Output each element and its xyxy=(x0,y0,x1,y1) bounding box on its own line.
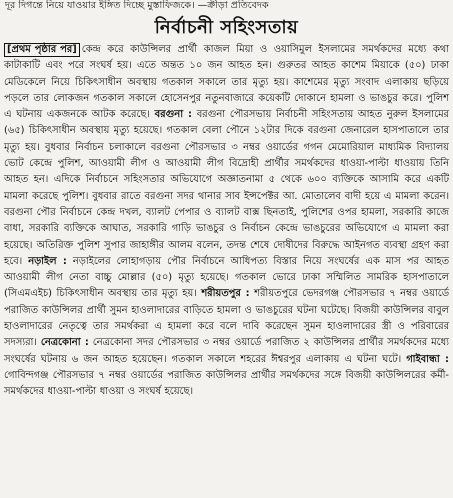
location-shariatpur: শরীয়তপুর : xyxy=(201,288,250,300)
location-barguna: বরগুনা : xyxy=(154,109,192,121)
paragraph-gaibandha: গোবিন্দগঞ্জ পৌরসভার ৭ নম্বর ওয়ার্ডের পরাজিত কাউন্সিলর প্রার্থীর সমর্থকদের সঙ্গে বিজয়ী কাউন্সিলরের কর্মী-সমর্থকদের ধাওয়া-পাল্টা ধাওয়া ও সংঘর্ষ হয়েছে। xyxy=(4,369,449,398)
paragraph-barguna: বরগুনা পৌরসভায় নির্বাচনী সহিংসতায় আহত নুরুল ইসলামের (৬৫) চিকিৎসাধীন অবস্থায় মৃত্যু হয়েছে। গতকাল বেলা পৌনে ১২টার দিকে বরগুনা জেনারেল হাসপাতালে তার মৃত্যু হয়। বুধবার নির্বাচন চলাকালে বরগুনা পৌরসভার ৩ নম্বর ওয়ার্ডের গগন মেমোরিয়াল মাধ্যমিক বিদ্যালয় ভোট কেন্দ্রে পুলিশ, আওয়ামী লীগ ও আওয়ামী লীগ বিদ্রোহী প্রার্থীর সমর্থকদের ধাওয়া-পাল্টা ধাওয়ায় তিনি আহত হন। এদিকে নির্বাচনে সহিংসতার অভিযোগে অজ্ঞাতনামা ৫ থেকে ৬০০ ব্যক্তিকে আসামি করে একটি মামলা করেছে পুলিশ। বুধবার রাতে বরগুনা সদর থানার সাব ইন্সপেক্টর আ. মোতালেব বাদী হয়ে এ মামলা করেন। বরগুনা পৌর নির্বাচনে কেন্দ্র দখল, ব্যালট পেপার ও ব্যালট বাক্স ছিনতাই, পুলিশের ওপর হামলা, সরকারি কাজে বাধা, সরকারি ব্যক্তিকে আঘাত, সরকারি গাড়ি ভাঙচুর ও নির্বাচন কেন্দ্রে ভাঙচুরের অভিযোগে এ মামলা করা হয়েছে। অতিরিক্ত পুলিশ সুপার জাহাঙ্গীর আলম বলেন, তদন্ত শেষে দোষীদের বিরুদ্ধে আইনগত ব্যবস্থা গ্রহণ করা হবে। xyxy=(4,109,449,267)
photo-caption: দূর দিগন্তে নিয়ে যাওয়ার ইঙ্গিত দিচ্ছে মুস্তাফিজকে। —ক্রীড়া প্রতিবেদক xyxy=(5,0,269,11)
location-netrokona: নেত্রকোনা : xyxy=(40,337,89,349)
paragraph-shariatpur: শরীয়তপুরে ভেদরগঞ্জ পৌরসভার ৭ নম্বর ওয়ার্ডে পরাজিত কাউন্সিলর প্রার্থী সুমন হাওলাদারের বাড়িতে হামলা ও ভাঙচুরের ঘটনা ঘটেছে। বিজয়ী কাউন্সিলর বাবুল হাওলাদারের নেতৃত্বে তার সমর্থকরা এ হামলা করে বলে দাবি করেছেন সুমন হাওলাদারের স্ত্রী ও পরিবারের সদস্যরা। xyxy=(4,288,450,349)
paragraph-netrokona: নেত্রকোনা সদর পৌরসভার ৩ নম্বর ওয়ার্ডে পরাজিত ২ কাউন্সিলর প্রার্থীর সমর্থকদের মধ্যে সংঘর্ষের ঘটনায় ৬ জন আহত হয়েছেন। গতকাল সকালে শহরের ঈশ্বরপুর এলাকায় এ ঘটনা ঘটে। xyxy=(4,337,450,365)
paragraph-narail: নড়াইলের লোহাগড়ায় পৌর নির্বাচনে আধিপত্য বিস্তার নিয়ে সংঘর্ষের এক মাস পর আহত আওয়ামী লীগ নেতা বাচ্চু মোল্লার (৫০) মৃত্যু হয়েছে। গতকাল ভোরে ঢাকা সম্মিলিত সামরিক হাসপাতালে (সিএমএইচ) চিকিৎসাধীন অবস্থায় তার মৃত্যু হয়। xyxy=(4,255,450,300)
location-narail: নড়াইল : xyxy=(28,255,67,267)
continuation-label: [প্রথম পৃষ্ঠার পর] xyxy=(4,43,80,57)
paragraph-hossainpur: কেন্দ্র করে কাউন্সিলর প্রার্থী কাজল মিয়া ও ওয়াসিমুল ইসলামের সমর্থকদের মধ্যে কথা কাটাকাটি এবং পরে সংঘর্ষ হয়। এতে অন্তত ১০ জন আহত হন। গুরুতর আহত কাশেম মিয়াকে (৫০) ঢাকা মেডিকেলে নিয়ে চিকিৎসাধীন অবস্থায় গতকাল সকালে তার মৃত্যু হয়। কাশেমের মৃত্যু সংবাদ এলাকায় ছড়িয়ে পড়লে তার লোকজন গতকাল সকালে হোসেনপুর নতুনবাজারে কয়েকটি দোকানে হামলা ও ভাঙচুর করে। পুলিশ এ ঘটনায় একজনকে আটক করেছে। xyxy=(4,44,449,121)
article-headline: নির্বাচনী সহিংসতায় xyxy=(154,17,299,38)
location-gaibandha: গাইবান্ধা : xyxy=(406,353,449,365)
article-body xyxy=(4,42,449,401)
